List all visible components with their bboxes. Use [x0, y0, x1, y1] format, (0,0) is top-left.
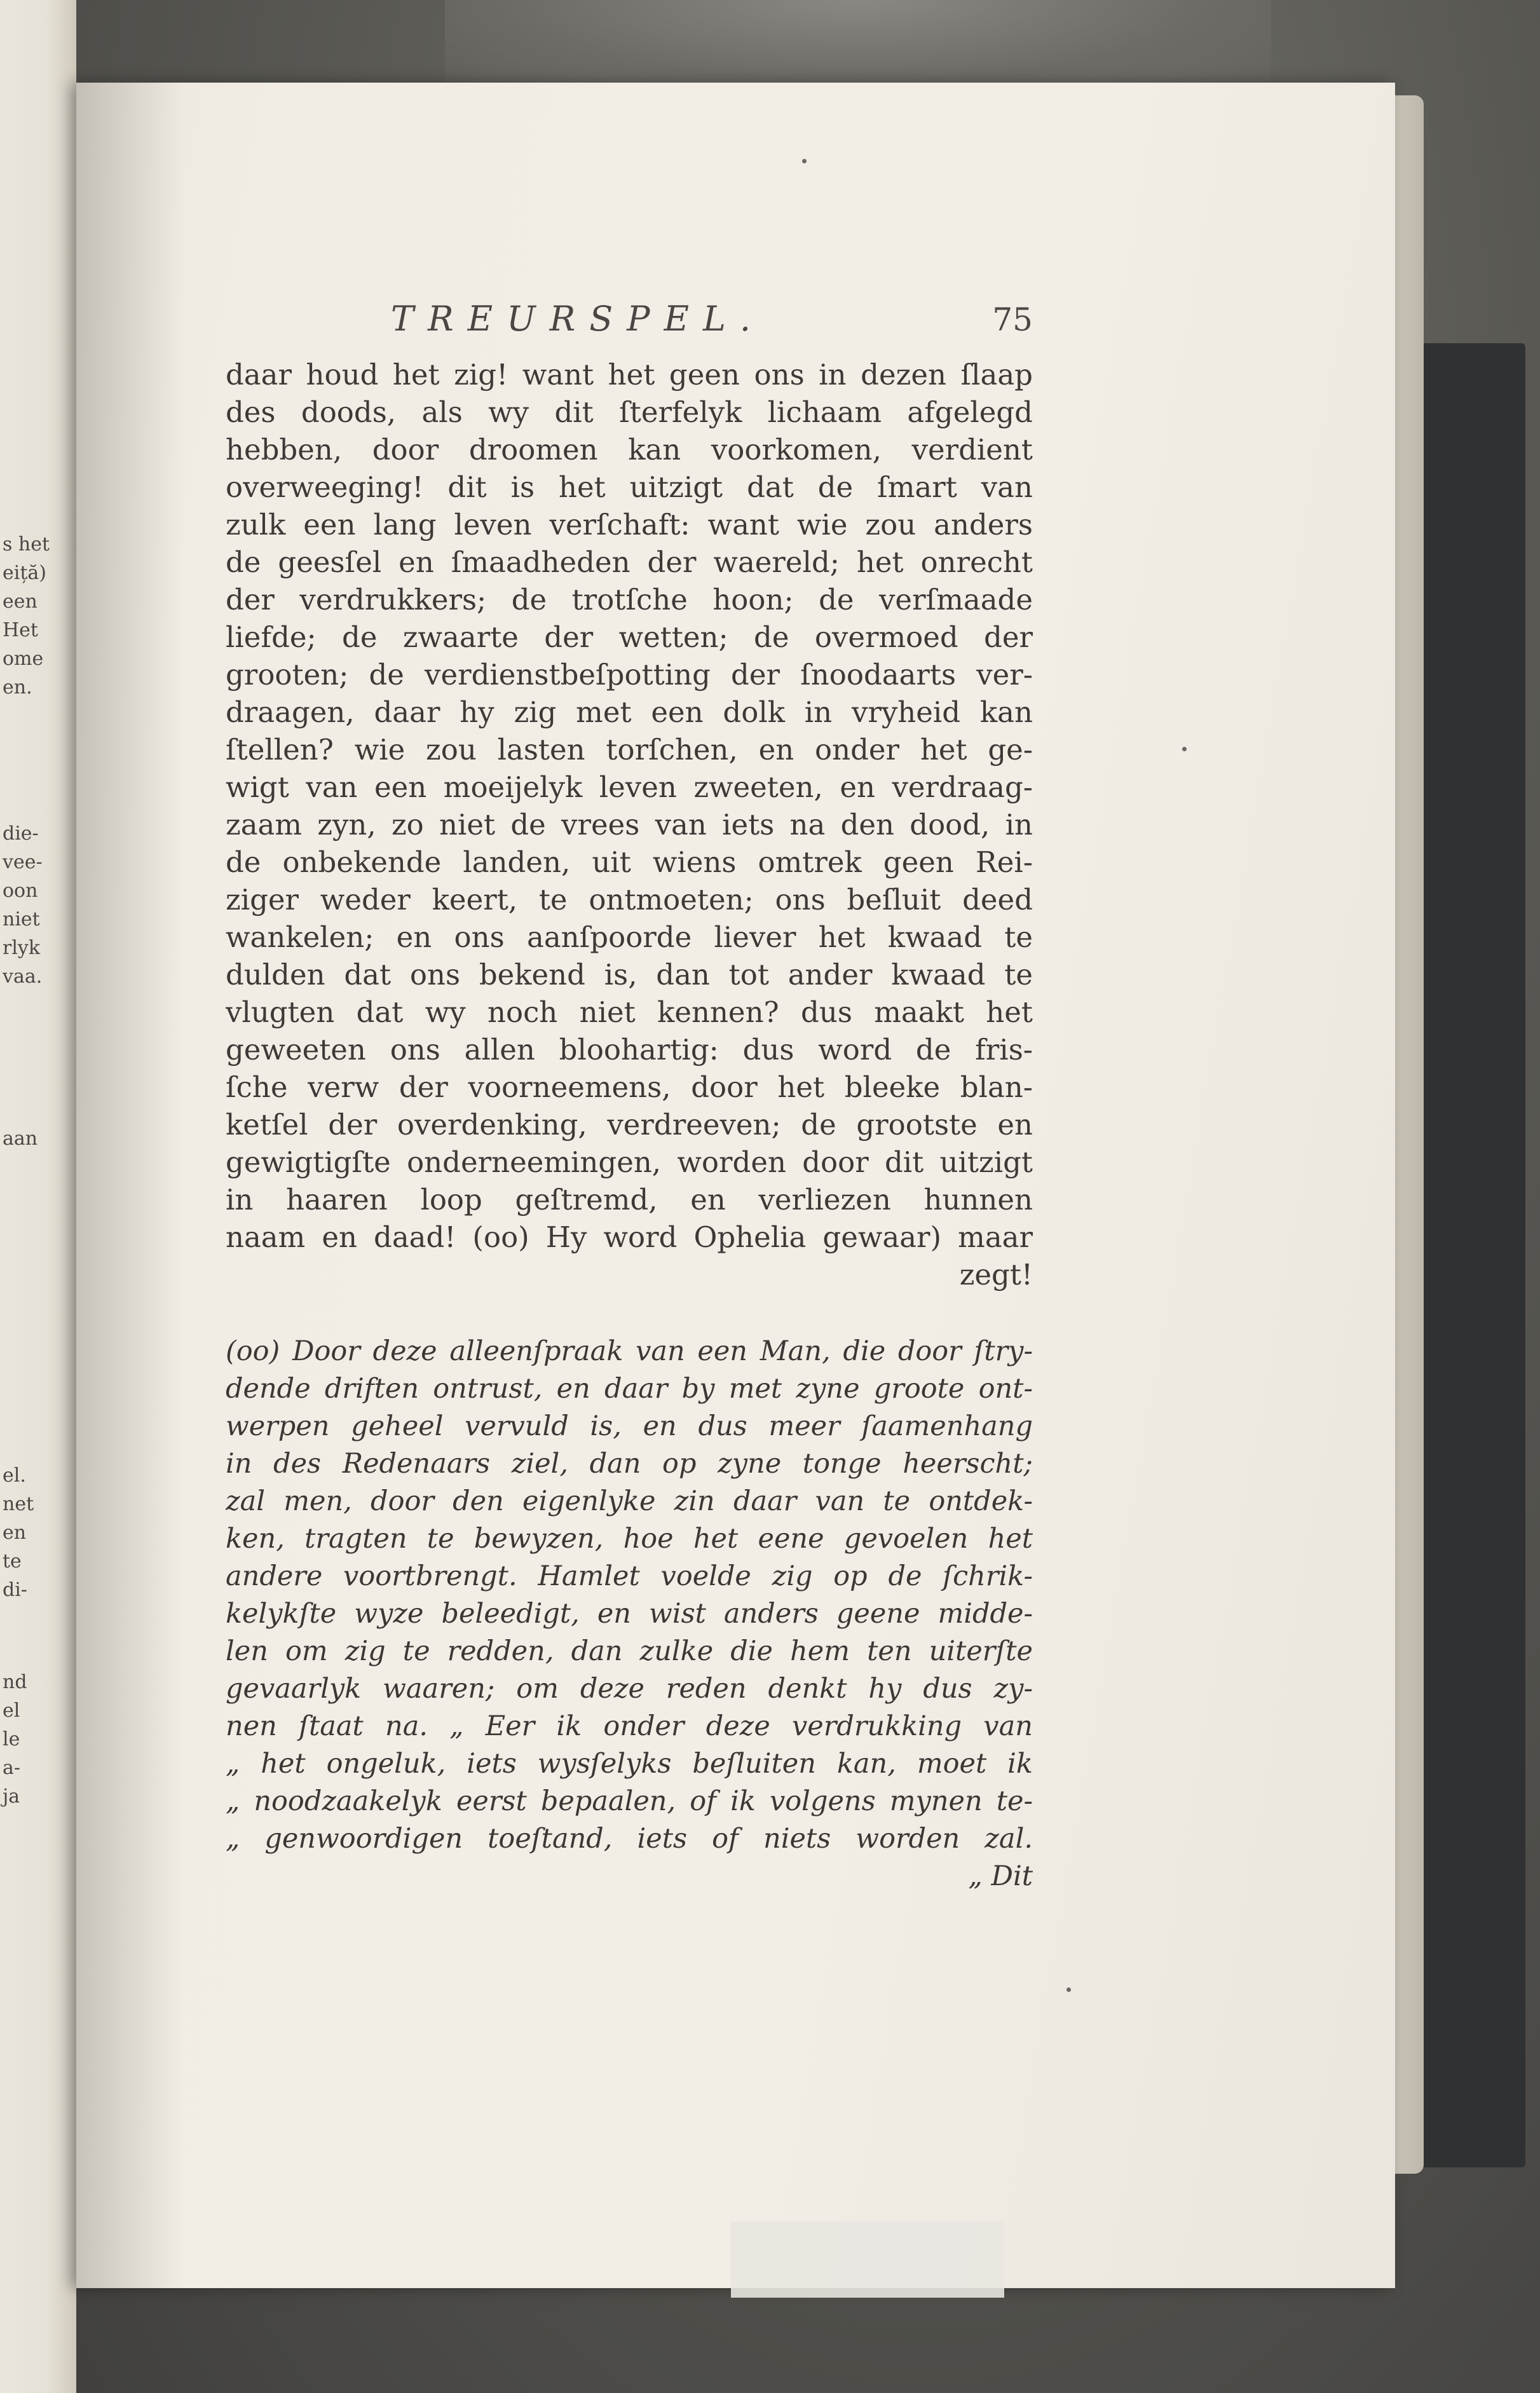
- page-speck: [1182, 747, 1187, 751]
- fragment-text: nd: [3, 1671, 27, 1693]
- fragment-text: a-: [3, 1757, 21, 1779]
- fragment-text: s het: [3, 533, 50, 556]
- previous-page-edge: [0, 0, 76, 2393]
- text-line: draagen, daar hy zig met een dolk in vryheid kan: [226, 695, 1033, 729]
- running-title: TREURSPEL.: [391, 299, 765, 339]
- text-line: der verdrukkers; de trotſche hoon; de verſmaade: [226, 583, 1033, 617]
- fragment-text: eiță): [3, 562, 46, 584]
- text-line: daar houd het zig! want het geen ons in dezen ſlaap: [226, 358, 1033, 392]
- fragment-text: niet: [3, 908, 40, 931]
- text-line: in haaren loop geſtremd, en verliezen hunnen: [226, 1183, 1033, 1217]
- text-line: wankelen; en ons aanſpoorde liever het kwaad te: [226, 920, 1033, 954]
- footnote-line: ken, tragten te bewyzen, hoe het eene gevoelen het: [226, 1523, 1033, 1555]
- footnote-line: (oo) Door deze alleenſpraak van een Man, die door ſtry-: [226, 1335, 1033, 1367]
- text-line: zaam zyn, zo niet de vrees van iets na den dood, in: [226, 808, 1033, 842]
- running-header: [391, 299, 1033, 350]
- text-line: geweeten ons allen bloohartig: dus word de fris-: [226, 1033, 1033, 1067]
- text-line: ſche verw der voorneemens, door het bleeke blan-: [226, 1070, 1033, 1104]
- footnote-line: in des Redenaars ziel, dan op zyne tonge heerscht;: [226, 1448, 1033, 1480]
- footnote-line: „ noodzaakelyk eerst bepaalen, of ik volgens mynen te-: [226, 1785, 1033, 1817]
- page-speck: [802, 159, 807, 163]
- footnote-line: werpen geheel vervuld is, en dus meer ſaamenhang: [226, 1410, 1033, 1442]
- fragment-text: di-: [3, 1579, 27, 1601]
- text-line: wigt van een moeijelyk leven zweeten, en verdraag-: [226, 770, 1033, 804]
- fragment-text: el.: [3, 1464, 26, 1487]
- text-line: zulk een lang leven verſchaft: want wie zou anders: [226, 508, 1033, 542]
- text-line: vlugten dat wy noch niet kennen? dus maakt het: [226, 995, 1033, 1029]
- footnote-line: „ Dit: [968, 1860, 1033, 1892]
- page-gutter-shadow: [76, 83, 184, 2288]
- cloth-fold: [445, 0, 1271, 95]
- text-line: overweeging! dit is het uitzigt dat de ſmart van: [226, 470, 1033, 504]
- text-line: naam en daad! (oo) Hy word Ophelia gewaar) maar: [226, 1220, 1033, 1254]
- fragment-text: en: [3, 1522, 27, 1544]
- text-line: de geesſel en ſmaadheden der waereld; het onrecht: [226, 545, 1033, 579]
- text-line: ſtellen? wie zou lasten torſchen, en onder het ge-: [226, 733, 1033, 767]
- fragment-text: net: [3, 1493, 34, 1515]
- footnote-line: len om zig te redden, dan zulke die hem ten uiterſte: [226, 1635, 1033, 1667]
- text-line: zegt!: [959, 1258, 1033, 1292]
- fragment-text: die-: [3, 822, 39, 845]
- text-line: gewigtigſte onderneemingen, worden door dit uitzigt: [226, 1145, 1033, 1179]
- text-line: ketſel der overdenking, verdreeven; de grootste en: [226, 1108, 1033, 1142]
- page-number: 75: [992, 301, 1033, 338]
- footnote-line: nen ſtaat na. „ Eer ik onder deze verdrukking van: [226, 1710, 1033, 1742]
- text-line: liefde; de zwaarte der wetten; de overmoed der: [226, 620, 1033, 654]
- footnote-line: andere voortbrengt. Hamlet voelde zig op de ſchrik-: [226, 1560, 1033, 1592]
- fragment-text: vee-: [3, 851, 43, 873]
- page-text: [226, 299, 1033, 1895]
- footnote-line: „ het ongeluk, iets wysſelyks beſluiten kan, moet ik: [226, 1748, 1033, 1780]
- fragment-text: en.: [3, 676, 32, 699]
- fragment-text: Het: [3, 619, 38, 641]
- fragment-text: le: [3, 1728, 20, 1750]
- footnote-line: dende driften ontrust, en daar by met zyne groote ont-: [226, 1373, 1033, 1405]
- text-line: ziger weder keert, te ontmoeten; ons beſluit deed: [226, 883, 1033, 917]
- footnote-line: zal men, door den eigenlyke zin daar van te ontdek-: [226, 1485, 1033, 1517]
- footnote: [226, 1333, 1033, 1895]
- fragment-text: ome: [3, 648, 44, 670]
- fragment-text: aan: [3, 1128, 38, 1150]
- main-text: [226, 356, 1033, 1293]
- footnote-line: „ genwoordigen toeſtand, iets of niets worden zal.: [226, 1823, 1033, 1855]
- fragment-text: el: [3, 1700, 20, 1722]
- footnote-line: gevaarlyk waaren; om deze reden denkt hy dus zy-: [226, 1673, 1033, 1705]
- fragment-text: te: [3, 1550, 22, 1572]
- fragment-text: rlyk: [3, 937, 41, 959]
- fragment-text: oon: [3, 880, 38, 902]
- footnote-line: kelykſte wyze beleedigt, en wist anders geene midde-: [226, 1598, 1033, 1630]
- text-line: de onbekende landen, uit wiens omtrek geen Rei-: [226, 845, 1033, 879]
- text-line: des doods, als wy dit ſterfelyk lichaam afgelegd: [226, 395, 1033, 429]
- fragment-text: een: [3, 590, 37, 613]
- text-line: dulden dat ons bekend is, dan tot ander kwaad te: [226, 958, 1033, 992]
- page-bottom-patch: [731, 2221, 1004, 2298]
- text-line: grooten; de verdienstbeſpotting der ſnoodaarts ver-: [226, 658, 1033, 692]
- fragment-text: vaa.: [3, 965, 43, 988]
- text-line: hebben, door droomen kan voorkomen, verdient: [226, 433, 1033, 467]
- page-speck: [1066, 1987, 1071, 1992]
- fragment-text: ja: [3, 1785, 20, 1808]
